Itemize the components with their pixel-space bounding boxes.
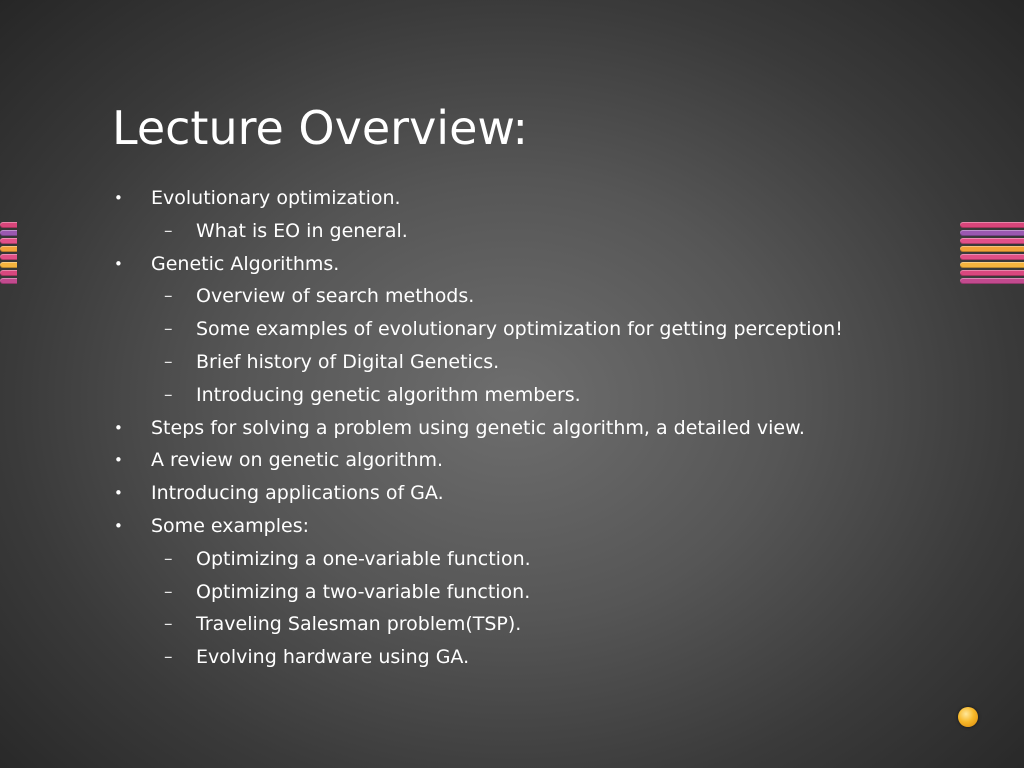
bullet-item [112, 477, 952, 510]
slide-title: Lecture Overview: [112, 101, 528, 155]
item-text: Genetic Algorithms. [151, 252, 340, 275]
stripe-bar [960, 262, 1024, 268]
orange-orb-icon [958, 707, 978, 727]
sub-bullet-item [112, 346, 952, 379]
bullet-marker: • [114, 189, 123, 207]
dash-marker: – [164, 647, 173, 668]
item-text: Steps for solving a problem using genetic algorithm, a detailed view. [151, 416, 805, 439]
outline-list [112, 182, 952, 674]
item-text: Some examples of evolutionary optimization for getting perception! [196, 318, 843, 341]
stripe-bar [0, 246, 17, 252]
sub-bullet-item [112, 313, 952, 346]
item-text: Optimizing a one-variable function. [196, 547, 531, 570]
bullet-marker: • [114, 418, 123, 437]
item-text: Traveling Salesman problem(TSP). [196, 613, 522, 636]
sub-bullet-item [112, 280, 952, 313]
item-text: A review on genetic algorithm. [151, 449, 444, 472]
stripe-bar [960, 254, 1024, 260]
sub-bullet-item [112, 543, 952, 576]
stripe-bar [960, 278, 1024, 284]
sub-bullet-item [112, 641, 952, 674]
stripe-bar [960, 246, 1024, 252]
bullet-item [112, 182, 952, 215]
sub-bullet-item [112, 608, 952, 641]
stripe-bar [0, 270, 17, 276]
item-text: Evolutionary optimization. [151, 187, 401, 209]
item-text: Introducing applications of GA. [151, 482, 444, 505]
bullet-marker: • [114, 451, 123, 470]
dash-marker: – [164, 614, 173, 635]
bullet-item [112, 248, 952, 281]
item-text: Introducing genetic algorithm members. [196, 383, 581, 406]
stripe-bar [960, 238, 1024, 244]
dash-marker: – [164, 220, 173, 241]
item-text: Some examples: [151, 514, 310, 537]
bullet-item [112, 510, 952, 543]
bullet-item [112, 444, 952, 477]
item-text: Brief history of Digital Genetics. [196, 350, 500, 373]
stripe-bar [960, 230, 1024, 236]
stripe-bar [960, 222, 1024, 228]
bullet-marker: • [114, 484, 123, 503]
stripe-bar [0, 222, 17, 228]
item-text: Overview of search methods. [196, 285, 475, 308]
dash-marker: – [164, 351, 173, 372]
stripe-bar [0, 230, 17, 236]
stripe-bar [0, 254, 17, 260]
stripe-bar [0, 278, 17, 284]
dash-marker: – [164, 286, 173, 307]
stripe-bar [960, 270, 1024, 276]
bullet-marker: • [114, 516, 123, 535]
item-text: Optimizing a two-variable function. [196, 580, 531, 603]
left-stripe-decoration [0, 222, 17, 284]
right-stripe-decoration [960, 222, 1024, 284]
dash-marker: – [164, 581, 173, 602]
dash-marker: – [164, 319, 173, 340]
dash-marker: – [164, 384, 173, 405]
bullet-item [112, 412, 952, 445]
item-text: Evolving hardware using GA. [196, 646, 470, 669]
stripe-bar [0, 238, 17, 244]
dash-marker: – [164, 548, 173, 569]
sub-bullet-item [112, 215, 952, 248]
item-text: What is EO in general. [196, 219, 408, 242]
sub-bullet-item [112, 379, 952, 412]
sub-bullet-item [112, 576, 952, 609]
bullet-marker: • [114, 254, 123, 273]
stripe-bar [0, 262, 17, 268]
